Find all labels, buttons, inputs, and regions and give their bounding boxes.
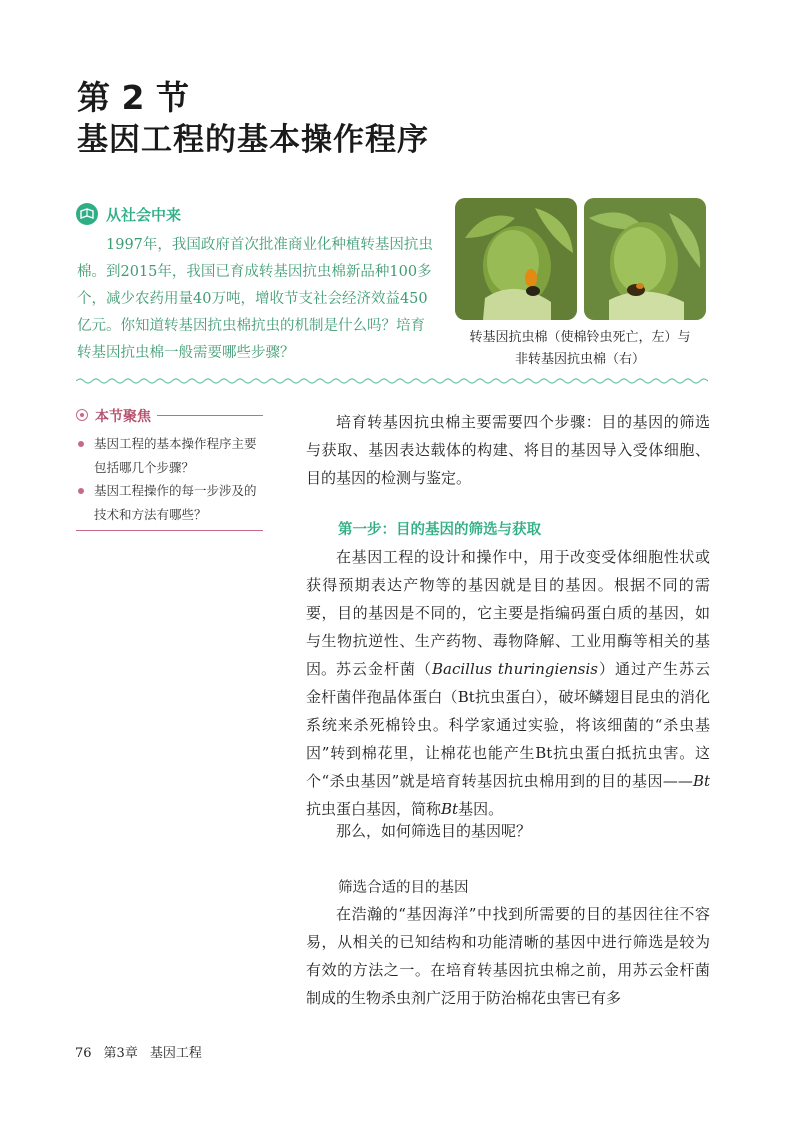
book-icon [76, 203, 98, 225]
chapter-label: 第3章 [103, 1046, 138, 1061]
focus-divider-bottom [76, 530, 263, 531]
section-number: 第 2 节 [77, 78, 189, 117]
chapter-title: 基因工程 [149, 1046, 202, 1061]
focus-item [78, 479, 264, 527]
paragraph-bt-gene [306, 655, 710, 823]
p3-part-c: 抗虫蛋白基因，简称 [306, 800, 442, 818]
page-number: 76 [75, 1046, 92, 1061]
paragraph-screening-text: 在浩瀚的“基因海洋”中找到所需要的目的基因往往不容易，从相关的已知结构和功能清晰的基因中进行筛选是较为有效的方法之一。在培育转基因抗虫棉之前，用苏云金杆菌制成的生物杀虫剂广泛用于防治棉花虫害已有多 [306, 905, 710, 1007]
bullet-icon [78, 488, 84, 494]
paragraph-bt-gene-text [306, 655, 710, 823]
transgenic-cotton-photo [455, 198, 577, 320]
bt-italic-2: Bt [441, 800, 459, 818]
focus-item-text: 基因工程操作的每一步涉及的技术和方法有哪些？ [94, 483, 257, 522]
section-title: 基因工程的基本操作程序 [77, 122, 429, 158]
focus-heading: 本节聚焦 [95, 409, 151, 425]
page-footer [75, 1042, 214, 1061]
focus-divider-top [157, 415, 263, 416]
focus-item [78, 432, 264, 480]
paragraph-intro [306, 408, 710, 492]
non-transgenic-cotton-photo [584, 198, 706, 320]
caption-line-1: 转基因抗虫棉（使棉铃虫死亡，左）与 [469, 330, 691, 345]
wavy-divider [76, 376, 708, 386]
paragraph-screening [306, 900, 710, 1012]
society-heading: 从社会中来 [106, 206, 182, 224]
paragraph-question-text: 那么，如何筛选目的基因呢？ [336, 822, 532, 840]
bullet-icon [78, 441, 84, 447]
p3-part-a: 苏云金杆菌（ [336, 660, 432, 678]
figure-caption [452, 327, 708, 371]
p3-part-d: 基因。 [458, 800, 504, 818]
caption-line-2: 非转基因抗虫棉（右） [514, 352, 645, 367]
bt-italic-1: Bt [692, 772, 710, 790]
paragraph-question [306, 817, 710, 845]
society-text: 1997年，我国政府首次批准商业化种植转基因抗虫棉。到2015年，我国已育成转基因抗虫棉新品种100多个，减少农药用量40万吨，增收节支社会经济效益450亿元。你知道转基因抗虫棉抗虫的机制是什么吗？培育转基因抗虫棉一般需要哪些步骤？ [77, 237, 433, 361]
p3-part-b: ）通过产生苏云金杆菌伴孢晶体蛋白（Bt抗虫蛋白），破坏鳞翅目昆虫的消化系统来杀死棉铃虫。科学家通过实验，将该细菌的“杀虫基因”转到棉花里，让棉花也能产生Bt抗虫蛋白抵抗虫害。这个“杀虫基因”就是培育转基因抗虫棉用到的目的基因—— [306, 660, 710, 790]
paragraph-target-gene-text: 在基因工程的设计和操作中，用于改变受体细胞性状或获得预期表达产物等的基因就是目的基因。根据不同的需要，目的基因是不同的，它主要是指编码蛋白质的基因，如与生物抗逆性、生产药物、毒物降解、工业用酶等相关的基因。 [306, 548, 710, 678]
sub-heading: 筛选合适的目的基因 [338, 880, 469, 896]
latin-name: Bacillus thuringiensis [432, 660, 598, 678]
focus-item-text: 基因工程的基本操作程序主要包括哪几个步骤？ [94, 436, 257, 475]
step1-heading: 第一步：目的基因的筛选与获取 [338, 522, 541, 538]
paragraph-intro-text: 培育转基因抗虫棉主要需要四个步骤：目的基因的筛选与获取、基因表达载体的构建、将目的基因导入受体细胞、目的基因的检测与鉴定。 [306, 413, 710, 487]
target-icon [76, 409, 88, 421]
